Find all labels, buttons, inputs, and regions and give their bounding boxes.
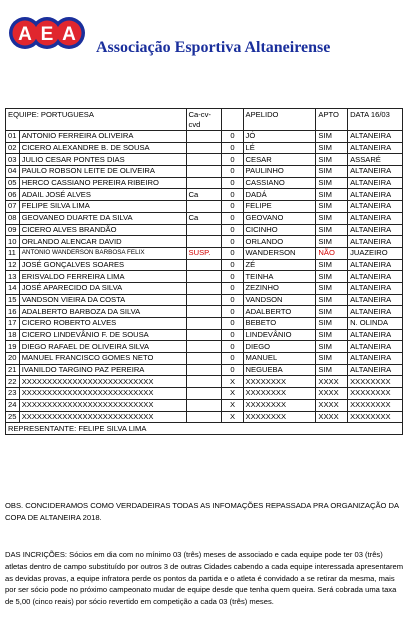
card-status: [186, 411, 222, 423]
player-name: CICERO ROBERTO ALVES: [19, 318, 186, 330]
points: 0: [222, 329, 243, 341]
player-number: 07: [6, 201, 20, 213]
nickname: XXXXXXXX: [243, 411, 316, 423]
player-number: 03: [6, 154, 20, 166]
city: XXXXXXXX: [348, 388, 403, 400]
city: XXXXXXXX: [348, 411, 403, 423]
points: 0: [222, 294, 243, 306]
org-title: Associação Esportiva Altaneirense: [96, 39, 331, 56]
points: 0: [222, 318, 243, 330]
eligible: SIM: [316, 177, 348, 189]
nickname: DADÁ: [243, 189, 316, 201]
table-row: [6, 364, 403, 376]
city: N. OLINDA: [348, 318, 403, 330]
card-status: [186, 388, 222, 400]
city: ALTANEIRA: [348, 294, 403, 306]
eligible: SIM: [316, 353, 348, 365]
player-name: XXXXXXXXXXXXXXXXXXXXXXXXXX: [19, 411, 186, 423]
das-inscricoes-note: DAS INCRIÇÕES: Sócios em dia com no mínimo 03 (três) meses de associado e cada equipe pode ter 03 (três) atletas dentro de campo substituído por outros 3 de outras Cidades cabendo a cada equipe interessada apresentarem as devidas provas, a equipe infratora perde os pontos da partida e o atleta é convidado a se retirar da mesma, mais por ser sócio pode no próximo campeonato mudar de equipe desde que tenha quem queira. Será cobrada uma taxa de 5,00 (cinco reais) por sócio revertido em competição a cada 03 (três) meses.: [5, 550, 404, 607]
points: 0: [222, 201, 243, 213]
player-number: 06: [6, 189, 20, 201]
player-name: CICERO LINDEVÂNIO F. DE SOUSA: [19, 329, 186, 341]
table-row: [6, 282, 403, 294]
player-name: XXXXXXXXXXXXXXXXXXXXXXXXXX: [19, 388, 186, 400]
card-status: [186, 154, 222, 166]
table-row: [6, 341, 403, 353]
team-header: EQUIPE: PORTUGUESA: [6, 109, 187, 131]
points: 0: [222, 364, 243, 376]
player-number: 05: [6, 177, 20, 189]
card-status: [186, 353, 222, 365]
nickname: ZEZINHO: [243, 282, 316, 294]
table-row: [6, 189, 403, 201]
city: ALTANEIRA: [348, 224, 403, 236]
points: 0: [222, 341, 243, 353]
nickname: PAULINHO: [243, 166, 316, 178]
svg-text:E: E: [40, 24, 54, 45]
nickname: NEGUEBA: [243, 364, 316, 376]
representante-row: [6, 423, 403, 435]
eligible: SIM: [316, 271, 348, 283]
points: 0: [222, 131, 243, 143]
nickname: ORLANDO: [243, 236, 316, 248]
table-row: [6, 224, 403, 236]
table-row: [6, 154, 403, 166]
player-name: ORLANDO ALENCAR DAVID: [19, 236, 186, 248]
table-row: [6, 294, 403, 306]
player-name: GEOVANEO DUARTE DA SILVA: [19, 212, 186, 224]
points: X: [222, 411, 243, 423]
nickname: XXXXXXXX: [243, 376, 316, 388]
city: ALTANEIRA: [348, 271, 403, 283]
table-row: [6, 399, 403, 411]
player-number: 21: [6, 364, 20, 376]
eligible: SIM: [316, 259, 348, 271]
city: ALTANEIRA: [348, 282, 403, 294]
points: 0: [222, 189, 243, 201]
points: X: [222, 388, 243, 400]
svg-text:A: A: [18, 24, 32, 45]
city: ALTANEIRA: [348, 189, 403, 201]
player-name: MANUEL FRANCISCO GOMES NETO: [19, 353, 186, 365]
player-number: 22: [6, 376, 20, 388]
player-number: 20: [6, 353, 20, 365]
player-name: JULIO CESAR PONTES DIAS: [19, 154, 186, 166]
player-name: ADAIL JOSÉ ALVES: [19, 189, 186, 201]
player-number: 09: [6, 224, 20, 236]
nickname: ZÉ: [243, 259, 316, 271]
card-status: [186, 142, 222, 154]
eligible: XXXX: [316, 388, 348, 400]
card-status: [186, 294, 222, 306]
points: 0: [222, 247, 243, 259]
table-row: [6, 271, 403, 283]
nickname: TEINHA: [243, 271, 316, 283]
eligible: SIM: [316, 341, 348, 353]
nickname: XXXXXXXX: [243, 399, 316, 411]
city: ALTANEIRA: [348, 177, 403, 189]
points: 0: [222, 282, 243, 294]
eligible: SIM: [316, 306, 348, 318]
player-name: VANDSON VIEIRA DA COSTA: [19, 294, 186, 306]
apto-header: APTO: [316, 109, 348, 131]
table-row: [6, 329, 403, 341]
city: ALTANEIRA: [348, 259, 403, 271]
city: XXXXXXXX: [348, 376, 403, 388]
player-number: 08: [6, 212, 20, 224]
table-row: [6, 247, 403, 259]
points: X: [222, 399, 243, 411]
data-header: DATA 16/03: [348, 109, 403, 131]
city: ALTANEIRA: [348, 201, 403, 213]
player-number: 02: [6, 142, 20, 154]
player-name: ANTONIO WANDERSON BARBOSA FELIX: [19, 247, 186, 259]
card-status: [186, 306, 222, 318]
header: [8, 6, 403, 66]
player-number: 15: [6, 294, 20, 306]
points: 0: [222, 236, 243, 248]
eligible: XXXX: [316, 376, 348, 388]
eligible: SIM: [316, 142, 348, 154]
player-number: 01: [6, 131, 20, 143]
table-row: [6, 236, 403, 248]
table-row: [6, 142, 403, 154]
table-row: [6, 318, 403, 330]
city: ALTANEIRA: [348, 306, 403, 318]
table-row: [6, 376, 403, 388]
points: 0: [222, 306, 243, 318]
points: 0: [222, 177, 243, 189]
svg-text:A: A: [62, 24, 76, 45]
card-status: SUSP.: [186, 247, 222, 259]
player-name: ANTONIO FERREIRA OLIVEIRA: [19, 131, 186, 143]
card-status: [186, 236, 222, 248]
player-roster-table: [5, 108, 403, 435]
player-number: 25: [6, 411, 20, 423]
nickname: BEBETO: [243, 318, 316, 330]
city: ALTANEIRA: [348, 236, 403, 248]
table-row: [6, 306, 403, 318]
player-number: 11: [6, 247, 20, 259]
nickname: LÉ: [243, 142, 316, 154]
eligible: SIM: [316, 166, 348, 178]
roster-body: [6, 131, 403, 423]
card-status: [186, 399, 222, 411]
points: 0: [222, 142, 243, 154]
table-row: [6, 177, 403, 189]
nickname: CICINHO: [243, 224, 316, 236]
points: 0: [222, 271, 243, 283]
player-number: 16: [6, 306, 20, 318]
player-name: PAULO ROBSON LEITE DE OLIVEIRA: [19, 166, 186, 178]
cacv-header: Ca-cv- cvd: [186, 109, 222, 131]
city: ALTANEIRA: [348, 353, 403, 365]
city: XXXXXXXX: [348, 399, 403, 411]
city: ASSARÉ: [348, 154, 403, 166]
city: ALTANEIRA: [348, 329, 403, 341]
points: 0: [222, 166, 243, 178]
player-name: ERISVALDO FERREIRA LIMA: [19, 271, 186, 283]
player-number: 14: [6, 282, 20, 294]
player-number: 17: [6, 318, 20, 330]
player-name: XXXXXXXXXXXXXXXXXXXXXXXXXX: [19, 376, 186, 388]
card-status: [186, 282, 222, 294]
card-status: Ca: [186, 189, 222, 201]
nickname: CESAR: [243, 154, 316, 166]
nickname: DIEGO: [243, 341, 316, 353]
player-name: XXXXXXXXXXXXXXXXXXXXXXXXXX: [19, 399, 186, 411]
nickname: LINDEVÂNIO: [243, 329, 316, 341]
points: 0: [222, 154, 243, 166]
card-status: [186, 341, 222, 353]
player-number: 12: [6, 259, 20, 271]
player-number: 10: [6, 236, 20, 248]
player-name: DIEGO RAFAEL DE OLIVEIRA SILVA: [19, 341, 186, 353]
city: JUAZEIRO: [348, 247, 403, 259]
player-number: 13: [6, 271, 20, 283]
nickname: ADALBERTO: [243, 306, 316, 318]
obs-note: OBS. CONCIDERAMOS COMO VERDADEIRAS TODAS AS INFOMAÇÕES REPASSADA PRA ORGANIZAÇÃO DA COPA DE ALTANEIRA 2018.: [5, 501, 399, 522]
table-row: [6, 411, 403, 423]
city: ALTANEIRA: [348, 364, 403, 376]
eligible: SIM: [316, 318, 348, 330]
eligible: SIM: [316, 131, 348, 143]
eligible: SIM: [316, 189, 348, 201]
card-status: [186, 364, 222, 376]
points: 0: [222, 212, 243, 224]
player-name: HERCO CASSIANO PEREIRA RIBEIRO: [19, 177, 186, 189]
city: ALTANEIRA: [348, 341, 403, 353]
player-name: FELIPE SILVA LIMA: [19, 201, 186, 213]
eligible: XXXX: [316, 411, 348, 423]
eligible: SIM: [316, 294, 348, 306]
eligible: SIM: [316, 212, 348, 224]
card-status: [186, 201, 222, 213]
player-number: 04: [6, 166, 20, 178]
points: 0: [222, 353, 243, 365]
table-row: [6, 166, 403, 178]
table-row: [6, 201, 403, 213]
nickname: FELIPE: [243, 201, 316, 213]
eligible: SIM: [316, 201, 348, 213]
table-row: [6, 131, 403, 143]
nickname: WANDERSON: [243, 247, 316, 259]
city: ALTANEIRA: [348, 166, 403, 178]
player-name: CICERO ALVES BRANDÃO: [19, 224, 186, 236]
points: 0: [222, 224, 243, 236]
card-status: [186, 131, 222, 143]
eligible: SIM: [316, 236, 348, 248]
nickname: CASSIANO: [243, 177, 316, 189]
eligible: NÃO: [316, 247, 348, 259]
eligible: SIM: [316, 282, 348, 294]
player-name: IVANILDO TARGINO PAZ PEREIRA: [19, 364, 186, 376]
representante: REPRESENTANTE: FELIPE SILVA LIMA: [6, 423, 403, 435]
player-name: CICERO ALEXANDRE B. DE SOUSA: [19, 142, 186, 154]
card-status: [186, 259, 222, 271]
player-number: 24: [6, 399, 20, 411]
eligible: SIM: [316, 364, 348, 376]
card-status: [186, 329, 222, 341]
card-status: [186, 177, 222, 189]
card-status: [186, 376, 222, 388]
player-number: 19: [6, 341, 20, 353]
eligible: SIM: [316, 224, 348, 236]
table-row: [6, 353, 403, 365]
card-status: [186, 224, 222, 236]
points: X: [222, 376, 243, 388]
eligible: SIM: [316, 329, 348, 341]
eligible: XXXX: [316, 399, 348, 411]
apelido-header: APELIDO: [243, 109, 316, 131]
city: ALTANEIRA: [348, 131, 403, 143]
city: ALTANEIRA: [348, 212, 403, 224]
card-status: [186, 271, 222, 283]
player-name: JOSÉ GONÇALVES SOARES: [19, 259, 186, 271]
aea-logo: [8, 6, 86, 64]
nickname: MANUEL: [243, 353, 316, 365]
nickname: VANDSON: [243, 294, 316, 306]
table-header-row: [6, 109, 403, 131]
points-header: [222, 109, 243, 131]
card-status: Ca: [186, 212, 222, 224]
eligible: SIM: [316, 154, 348, 166]
nickname: GEOVANO: [243, 212, 316, 224]
table-row: [6, 259, 403, 271]
table-row: [6, 388, 403, 400]
nickname: JÓ: [243, 131, 316, 143]
player-name: JOSÉ APARECIDO DA SILVA: [19, 282, 186, 294]
player-number: 23: [6, 388, 20, 400]
player-number: 18: [6, 329, 20, 341]
table-row: [6, 212, 403, 224]
card-status: [186, 318, 222, 330]
card-status: [186, 166, 222, 178]
player-name: ADALBERTO BARBOZA DA SILVA: [19, 306, 186, 318]
points: 0: [222, 259, 243, 271]
nickname: XXXXXXXX: [243, 388, 316, 400]
city: ALTANEIRA: [348, 142, 403, 154]
